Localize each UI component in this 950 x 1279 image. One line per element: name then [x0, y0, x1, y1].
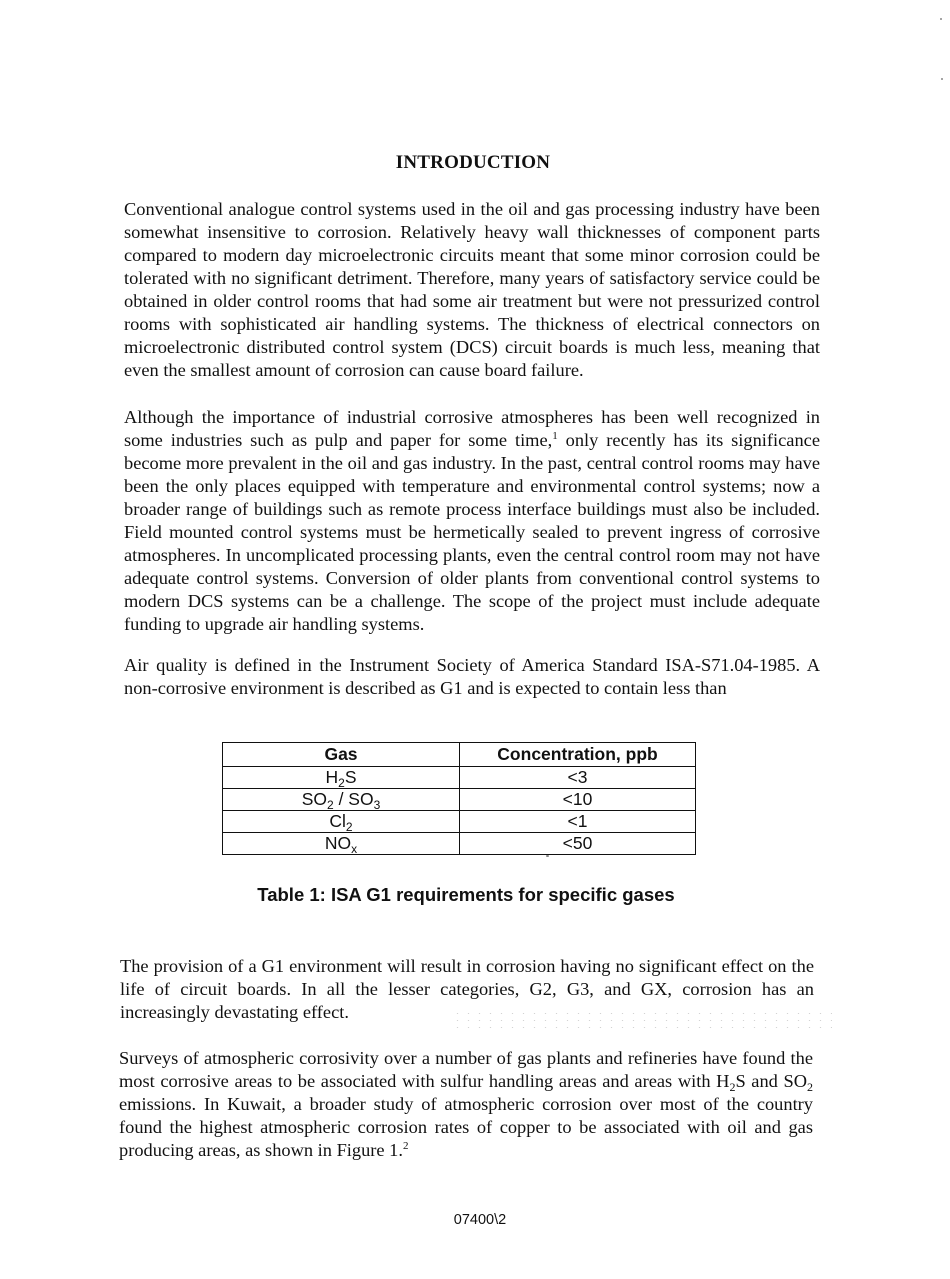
paragraph-text: emissions. In Kuwait, a broader study of atmospheric corrosion over most of the country found the highest atmospheric corrosion rates of copper to be associated with oil and gas producing areas, as shown in Figure 1.: [119, 1094, 813, 1160]
concentration-cell: <3: [460, 767, 696, 789]
column-header-gas: Gas: [223, 743, 460, 767]
table-row: [223, 767, 696, 789]
paragraph-surveys: [119, 1047, 813, 1162]
paragraph-corrosive-atmospheres: [124, 406, 820, 636]
paragraph-air-quality: Air quality is defined in the Instrument Society of America Standard ISA-S71.04-1985. A non-corrosive environment is described as G1 and is expected to contain less than: [124, 655, 820, 698]
concentration-cell: <1: [460, 811, 696, 833]
gas-requirements-table: [222, 742, 696, 855]
gas-cell: [223, 767, 460, 789]
gas-cell: [223, 789, 460, 811]
gas-subscript: 3: [373, 798, 381, 812]
gas-subscript: 2: [338, 776, 345, 790]
chemical-subscript: 2: [729, 1080, 736, 1094]
gas-formula: NO: [324, 833, 352, 853]
concentration-cell: <10: [460, 789, 696, 811]
paragraph-intro: Conventional analogue control systems used in the oil and gas processing industry have been somewhat insensitive to corrosion. Relatively heavy wall thicknesses of component parts compared to modern day microelectronic circuits meant that some minor corrosion could be tolerated with no significant detriment. Therefore, many years of satisfactory service could be obtained in older control rooms that had some air treatment but were not pressurized control rooms with sophisticated air handling systems. The thickness of electrical connectors on microelectronic distributed control system (DCS) circuit boards is much less, meaning that even the smallest amount of corrosion can cause board failure.: [124, 199, 820, 380]
scan-noise: [452, 1010, 832, 1032]
footnote-ref: 1: [552, 430, 558, 442]
gas-cell: [223, 833, 460, 855]
scan-speck: [546, 855, 549, 857]
table-row: [223, 833, 696, 855]
gas-subscript: x: [351, 842, 358, 856]
paragraph-text: only recently has its significance become more prevalent in the oil and gas industry. In the past, central control rooms may have been the only places equipped with temperature and environmental control systems; now a broader range of buildings such as remote process interface buildings must also be included. Field mounted control systems must be hermetically sealed to prevent ingress of corrosive atmospheres. In uncomplicated processing plants, even the central control room may not have adequate control systems. Conversion of older plants from conventional control systems to modern DCS systems can be a challenge. The scope of the project must include adequate funding to upgrade air handling systems.: [124, 430, 820, 634]
gas-subscript: 2: [345, 820, 353, 834]
gas-formula: SO: [301, 789, 328, 809]
column-header-concentration: Concentration, ppb: [460, 743, 696, 767]
footnote-ref: 2: [402, 1140, 409, 1152]
paragraph-g1-environment: The provision of a G1 environment will result in corrosion having no significant effect on the life of circuit boards. In all the lesser categories, G2, G3, and GX, corrosion has an increasingly devastating effect.: [120, 956, 814, 1022]
gas-formula: S: [344, 767, 357, 787]
table-row: [223, 789, 696, 811]
paragraph-text: Surveys of atmospheric corrosivity over a number of gas plants and refineries have found the most corrosive areas to be associated with sulfur handling areas and areas with H: [119, 1048, 813, 1091]
gas-formula: / SO: [333, 789, 374, 809]
table-row: [223, 811, 696, 833]
gas-subscript: 2: [327, 798, 334, 812]
gas-formula: H: [325, 767, 339, 787]
table-header-row: [223, 743, 696, 767]
gas-cell: [223, 811, 460, 833]
paragraph-text: S and SO: [735, 1071, 807, 1091]
scan-speck: [940, 18, 942, 20]
paragraph-text: Although the importance of industrial corrosive atmospheres has been well recognized in some industries such as pulp and paper for some time,: [124, 407, 820, 450]
page-title: INTRODUCTION: [395, 152, 551, 173]
table-caption: Table 1: ISA G1 requirements for specific gases: [257, 884, 675, 905]
chemical-subscript: 2: [807, 1080, 813, 1094]
concentration-cell: <50: [460, 833, 696, 855]
page-footer-id: 07400\2: [453, 1212, 507, 1228]
gas-formula: Cl: [329, 811, 346, 831]
scan-speck: [941, 78, 943, 80]
